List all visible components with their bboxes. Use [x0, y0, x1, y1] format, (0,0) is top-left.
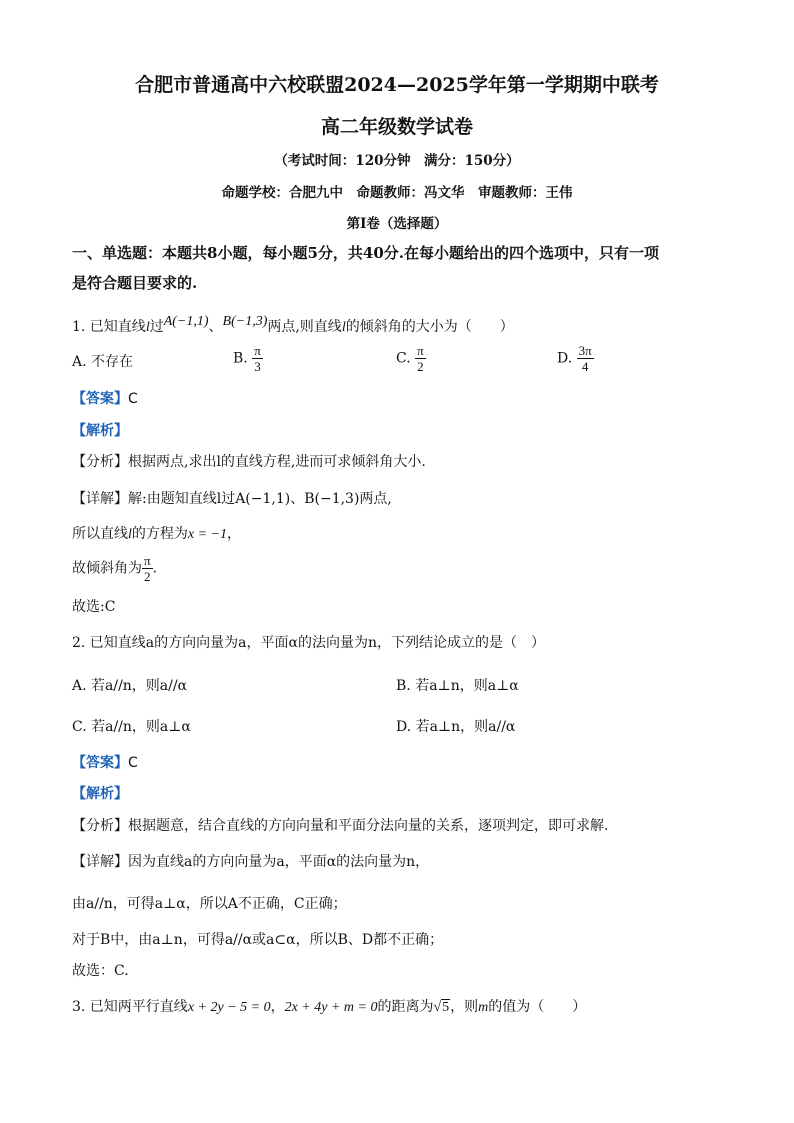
q2-option-d[interactable]: D. 若a⊥n，则a//α: [396, 719, 516, 735]
analysis-label: 【分析】: [72, 454, 128, 470]
q1-conclusion: 故选:C: [72, 599, 116, 615]
q1-sep: 、: [208, 319, 223, 335]
q2-analysis-text: 根据题意，结合直线的方向向量和平面分法向量的关系，逐项判定，即可求解.: [128, 818, 609, 834]
q2-option-b[interactable]: B. 若a⊥n，则a⊥α: [396, 678, 519, 694]
q3-sqrt: √5: [433, 1000, 450, 1015]
exam-info: （考试时间：120分钟 满分：150分）: [274, 153, 520, 169]
q3-stem: 3. 已知两平行直线x + 2y − 5 = 0，2x + 4y + m = 0的距离为√5，则m的值为（ ）: [72, 999, 587, 1015]
section-heading-line2: 是符合题目要求的.: [72, 274, 198, 292]
q1-answer-value: C: [128, 391, 138, 407]
q2-detail-2: 由a//n，可得a⊥α，所以A不正确，C正确；: [72, 896, 347, 912]
q1-answer: [72, 389, 138, 409]
q2-option-c[interactable]: C. 若a//n，则a⊥α: [72, 719, 191, 735]
q2-answer: [72, 753, 138, 773]
q1-explain: [72, 421, 128, 441]
q1-analysis: [72, 452, 426, 472]
q1-stem-post: 两点,则直线: [267, 319, 342, 335]
q1-line-equation: x = −1: [187, 527, 227, 542]
q1-analysis-text: 根据两点,求出l的直线方程,进而可求倾斜角大小.: [128, 454, 426, 470]
q1-stem-mid: 过: [149, 319, 164, 335]
q2-detail-1: [72, 852, 429, 872]
q3-equation-2: 2x + 4y + m = 0: [284, 1000, 378, 1015]
q1-option-c[interactable]: C. $\frac{\pi}{2}$: [396, 343, 424, 374]
q1-option-d[interactable]: D. $\frac{3\pi}{4}$: [557, 343, 592, 374]
q2-option-a[interactable]: A. 若a//n，则a//α: [72, 678, 188, 694]
q2-stem: 2. 已知直线a的方向向量为a，平面α的法向量为n，下列结论成立的是（ ）: [72, 635, 545, 651]
q1-detail-3: 故倾斜角为 $\frac{\pi}{2}$ .: [72, 553, 158, 584]
exam-authors: 命题学校：合肥九中 命题教师：冯文华 审题教师：王伟: [221, 185, 573, 201]
q1-option-c-fraction: $\frac{\pi}{2}$: [417, 343, 424, 374]
exam-title-line1: 合肥市普通高中六校联盟2024—2025学年第一学期期中联考: [135, 74, 659, 96]
q1-detail-1-text: 解:由题知直线l过A(−1,1)、B(−1,3)两点,: [128, 491, 392, 507]
detail-label: 【详解】: [72, 491, 128, 507]
q2-explain: [72, 784, 128, 804]
analysis-label: 【分析】: [72, 818, 128, 834]
q1-var-l: l: [145, 320, 150, 335]
q1-point-b: B(−1,3): [222, 314, 268, 329]
explain-label: 【解析】: [72, 423, 128, 439]
q1-stem-pre: 1. 已知直线: [72, 319, 146, 335]
q1-stem-end: 的倾斜角的大小为（ ）: [345, 319, 514, 335]
q1-stem: [72, 314, 514, 338]
detail-label: 【详解】: [72, 854, 128, 870]
q1-option-b[interactable]: B. $\frac{\pi}{3}$: [233, 343, 261, 374]
section-heading-line1: 一、单选题：本题共8小题，每小题5分，共40分.在每小题给出的四个选项中，只有一项: [72, 244, 659, 262]
q1-point-a: A(−1,1): [163, 314, 209, 329]
q1-option-d-fraction: $\frac{3\pi}{4}$: [578, 343, 592, 374]
q1-var-l2: l: [341, 320, 346, 335]
q3-equation-1: x + 2y − 5 = 0: [187, 1000, 271, 1015]
q2-detail-3: 对于B中，由a⊥n，可得a//α或a⊂α，所以B、D都不正确；: [72, 932, 444, 948]
q1-angle-fraction: $\frac{\pi}{2}$: [144, 553, 151, 584]
q2-analysis: [72, 816, 608, 836]
answer-label: 【答案】: [72, 391, 128, 407]
exam-title-line2: 高二年级数学试卷: [320, 116, 473, 138]
q2-answer-value: C: [128, 755, 138, 771]
answer-label: 【答案】: [72, 755, 128, 771]
q1-detail-2: 所以直线l的方程为x = −1，: [72, 526, 241, 542]
q2-conclusion: 故选：C.: [72, 963, 129, 979]
q1-detail-1: [72, 489, 392, 509]
q1-option-b-fraction: $\frac{\pi}{3}$: [254, 343, 261, 374]
explain-label: 【解析】: [72, 786, 128, 802]
q2-detail-1-text: 因为直线a的方向向量为a，平面α的法向量为n，: [128, 854, 430, 870]
volume-heading: 第I卷（选择题）: [346, 216, 448, 232]
q1-option-a[interactable]: A. 不存在: [72, 354, 134, 370]
